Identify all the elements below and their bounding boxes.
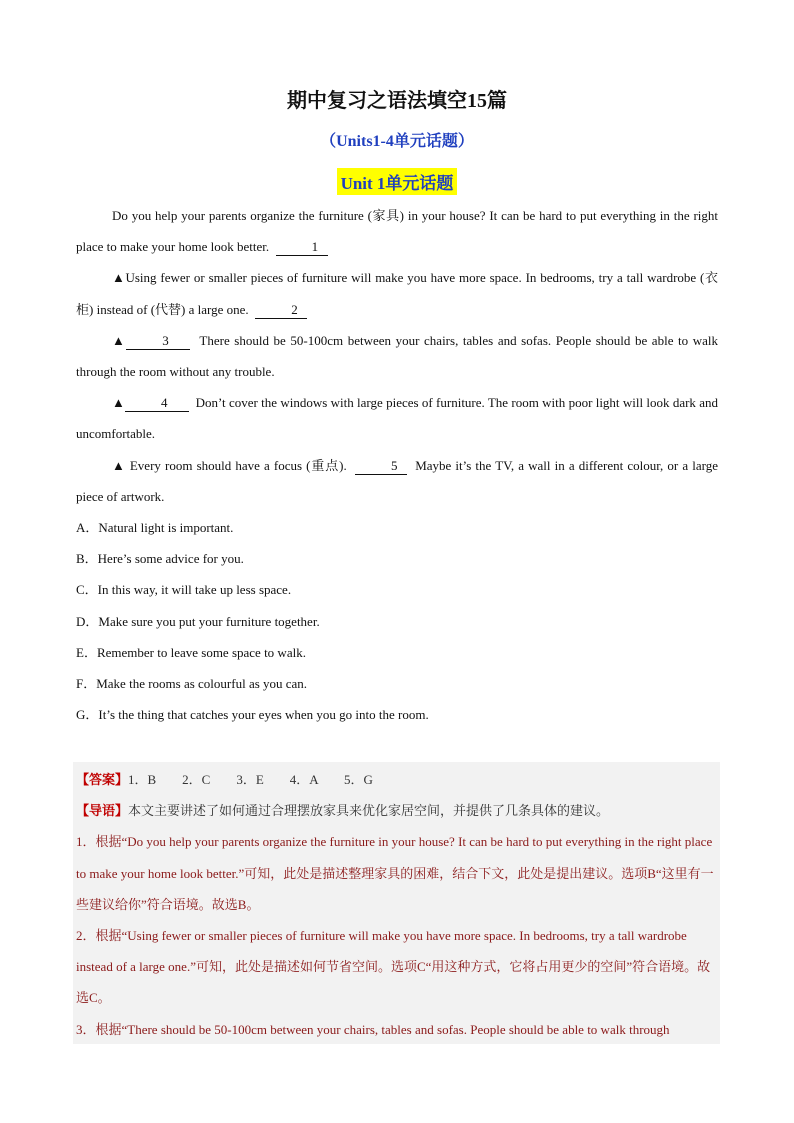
blank-3: 3 (126, 333, 190, 350)
passage-paragraph-4 (76, 387, 718, 449)
guide-text: 本文主要讲述了如何通过合理摆放家具来优化家居空间，并提供了几条具体的建议。 (128, 803, 610, 819)
blank-2: 2 (255, 302, 307, 319)
bullet-marker: ▲ (112, 332, 127, 348)
reading-passage (76, 200, 718, 730)
page-subtitle: （Units1-4单元话题） (320, 133, 474, 150)
explanation-2: 2．根据“Using fewer or smaller pieces of furniture will make you have more space. In bedrooms, try a tall wardrobe instead of a large one.”可知，此处是描述如何节省空间。选项C“用这种方式，它将占用更少的空间”符合语境。故选C。 (76, 928, 711, 1006)
paragraph-text: ▲ Every room should have a focus (重点). (112, 457, 347, 473)
answer-section (73, 762, 720, 1044)
paragraph-text: ▲Using fewer or smaller pieces of furniture will make you have more space. In bedrooms, try a tall wardrobe (衣柜) instead of (代替) a large one. (76, 270, 718, 317)
passage-paragraph-3 (76, 325, 718, 387)
unit-heading: Unit 1单元话题 (337, 168, 458, 195)
passage-paragraph-1 (76, 200, 718, 262)
bullet-marker: ▲ (112, 395, 125, 411)
explanation-3: 3．根据“There should be 50-100cm between your chairs, tables and sofas. People should be able to walk through (76, 1021, 670, 1037)
unit-heading-wrap (0, 168, 794, 195)
option-c: C．In this way, it will take up less space. (76, 582, 292, 598)
blank-4: 4 (125, 395, 189, 412)
page-title: 期中复习之语法填空15篇 (287, 90, 507, 112)
explanation-1: 1．根据“Do you help your parents organize the furniture in your house? It can be hard to put everything in the right place to make your home look better.”可知，此处是描述整理家具的困难，结合下文，此处是提出建议。选项B“这里有一些建议给你”符合语境。故选B。 (76, 834, 714, 912)
option-e: E．Remember to leave some space to walk. (76, 644, 306, 660)
guide-tag: 【导语】 (76, 803, 129, 819)
guide-line (76, 795, 717, 826)
answer-values: 1．B 2．C 3．E 4．A 5．G (128, 772, 373, 787)
paragraph-text: Do you help your parents organize the furniture (家具) in your house? It can be hard to put everything in the right place to make your home look better. (76, 208, 718, 255)
blank-1: 1 (276, 239, 328, 256)
option-d: D．Make sure you put your furniture together. (76, 613, 320, 629)
paragraph-text: There should be 50-100cm between your chairs, tables and sofas. People should be able to walk through the room without any trouble. (76, 332, 719, 380)
option-b: B．Here’s some advice for you. (76, 551, 244, 567)
answer-tag: 【答案】 (76, 772, 129, 787)
option-a: A．Natural light is important. (76, 520, 234, 536)
blank-5: 5 (355, 458, 407, 475)
paragraph-text: Don’t cover the windows with large pieces of furniture. The room with poor light will look dark and uncomfortable. (76, 395, 719, 442)
paragraph-text: Maybe it’s the TV, a wall in a different colour, or a large piece of artwork. (76, 457, 719, 504)
answer-line (76, 764, 717, 795)
passage-paragraph-5 (76, 450, 718, 512)
passage-paragraph-2 (76, 262, 718, 324)
option-f: F．Make the rooms as colourful as you can. (76, 676, 308, 692)
option-g: G．It’s the thing that catches your eyes when you go into the room. (76, 707, 429, 723)
